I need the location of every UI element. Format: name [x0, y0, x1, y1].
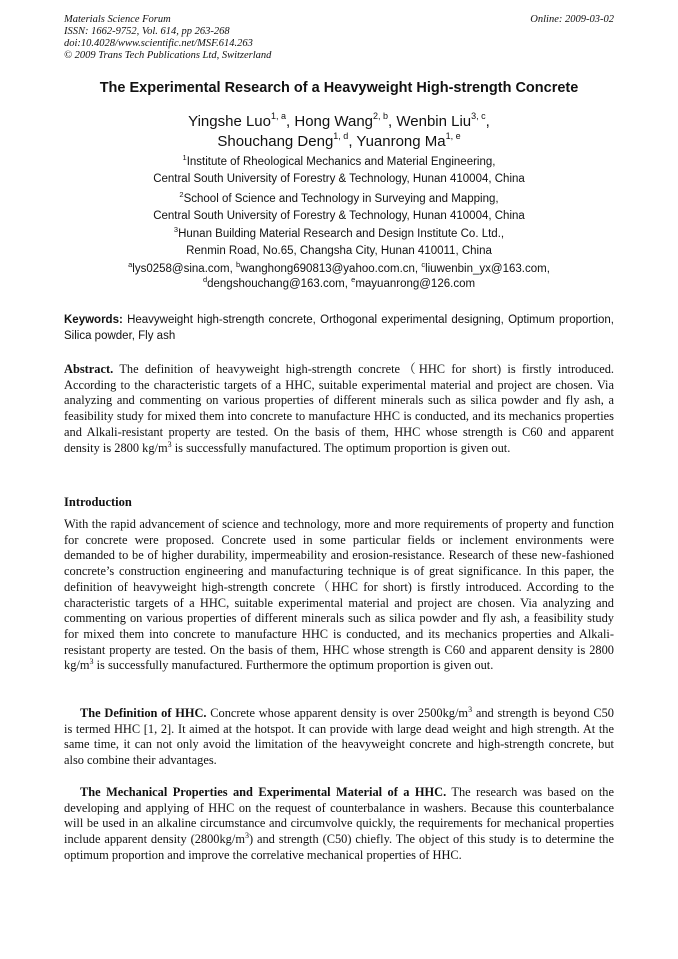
affiliation-1 [40, 154, 638, 188]
author-name: Wenbin Liu [396, 113, 472, 130]
email-sup: e [351, 275, 356, 284]
affiliation-line: School of Science and Technology in Surveying and Mapping, [183, 193, 499, 205]
email-address: lys0258@sina.com, [132, 263, 233, 275]
abstract [64, 362, 614, 456]
affiliation-line: Hunan Building Material Research and Design Institute Co. Ltd., [178, 228, 505, 240]
introduction-paragraph [64, 517, 614, 674]
author-sup: 3, c [471, 111, 486, 121]
email-address: mayuanrong@126.com [355, 278, 476, 290]
paragraph-lead: The Mechanical Properties and Experimental Material of a HHC. [80, 785, 447, 799]
email-sup: a [128, 260, 133, 269]
superscript: 3 [167, 439, 172, 449]
body-text: The research was based on the developing and applying of HHC on the request of counterbalance in washers. Because this counterbalance will be used in an alkaline circumstance and circumvolve quickly, the requirements for mechanical properties include apparent density (2800kg/m [64, 785, 614, 847]
body-text: With the rapid advancement of science and technology, more and more requirements of property and function for concrete were proposed. Concrete used in some particular fields or inclement environments were demanded to be of higher durability, impermeability and erosion-resistance. Research of these new-fashioned concrete’s construction engineering and manufacturing technique is of great significance. In this paper, the definition of heavyweight high-strength concrete（HHC for short) is firstly introduced. According to the characteristic targets of a HHC, suitable experimental material and project are chosen. Via analyzing and commenting on various properties of different minerals such as silica powder and fly ash, a feasibility study for mixed them into concrete to manufacture HHC is conducted, and its mechanics properties and Alkali-resistant property are tested. On the basis of them, HHC whose strength is C60 and apparent density is 2800 kg/m [64, 517, 614, 673]
email-address: wanghong690813@yahoo.com.cn, [240, 263, 419, 275]
body-text: and strength is beyond C50 is termed HHC [1, 2]. It aimed at the hotspot. It can provide with large dead weight and high strength. At the same time, it can not only avoid the limitation of the heavyweight concrete and high-strength concrete, but also combine their advantages. [64, 706, 614, 768]
author-sup: 2, b [373, 111, 389, 121]
mechanical-paragraph [64, 785, 614, 864]
paper-title: The Experimental Research of a Heavyweight High-strength Concrete [99, 80, 579, 96]
definition-paragraph [64, 706, 614, 769]
email-address: dengshouchang@163.com, [207, 278, 348, 290]
abstract-text: The definition of heavyweight high-strength concrete（HHC for short) is firstly introduced. According to the characteristic targets of a HHC, suitable experimental material and project are chosen. Via analyzing and commenting on various properties of different minerals such as silica powder and fly ash, a feasibility study for mixed them into concrete to manufacture HHC is conducted, and its mechanics properties and Alkali-resistant property are tested. On the basis of them, HHC whose strength is C60 and apparent density is 2800 kg/m [64, 362, 614, 455]
author-name: Shouchang Deng [217, 133, 334, 150]
superscript: 3 [468, 705, 473, 714]
email-sup: d [202, 275, 208, 284]
keywords-text: Heavyweight high-strength concrete, Orthogonal experimental designing, Optimum proportion, Silica powder, Fly ash [64, 314, 614, 342]
superscript: 3 [244, 831, 249, 841]
author-sup: 1, d [333, 131, 349, 141]
affiliation-3 [40, 226, 638, 260]
abstract-text: is successfully manufactured. The optimum proportion is given out. [171, 440, 511, 455]
body-text: is successfully manufactured. Furthermore the optimum proportion is given out. [93, 658, 494, 673]
affiliation-2 [40, 191, 638, 225]
affiliation-sup: 1 [182, 153, 187, 162]
affiliation-line: Central South University of Forestry & Technology, Hunan 410004, China [153, 210, 525, 222]
affiliation-sup: 3 [173, 225, 179, 234]
copyright-line: © 2009 Trans Tech Publications Ltd, Switzerland [64, 50, 272, 61]
online-date: Online: 2009-03-02 [530, 14, 614, 25]
author-name: Yingshe Luo [188, 113, 271, 130]
superscript: 3 [89, 657, 94, 667]
author-list: Yingshe Luo$^{1, a}$, Hong Wang$^{2, b}$, Wenbin Liu$^{3, c}$, Shouchang Deng$^{1, d}$, Yuanrong Ma$^{1, e}$ [188, 111, 490, 150]
author-sup: 1, a [271, 111, 287, 121]
author-name: Yuanrong Ma [356, 133, 446, 150]
affiliation-line: Institute of Rheological Mechanics and Material Engineering, [186, 156, 496, 168]
affiliation-sup: 2 [179, 190, 184, 199]
body-text: ) and strength (C50) chiefly. The object of this study is to determine the optimum proportion and improve the correlative mechanical properties of HHC. [64, 832, 614, 862]
affiliation-line: Central South University of Forestry & Technology, Hunan 410004, China [153, 173, 525, 185]
journal-name: Materials Science Forum [64, 14, 171, 25]
author-name: Hong Wang [294, 113, 374, 130]
issn-line: ISSN: 1662-9752, Vol. 614, pp 263-268 [64, 26, 230, 37]
keywords-label: Keywords: [64, 314, 123, 326]
author-emails [40, 262, 638, 292]
abstract-label: Abstract. [64, 362, 114, 376]
email-sup: b [236, 260, 241, 269]
affiliation-line: Renmin Road, No.65, Changsha City, Hunan 410011, China [186, 245, 492, 257]
email-sup: c [421, 260, 426, 269]
paragraph-lead: The Definition of HHC. [80, 706, 207, 720]
keywords [64, 312, 614, 344]
journal-header [64, 14, 271, 62]
doi-line: doi:10.4028/www.scientific.net/MSF.614.263 [64, 38, 253, 49]
section-heading: Introduction [64, 495, 132, 509]
body-text: Concrete whose apparent density is over 2500kg/m [206, 706, 469, 720]
author-sup: 1, e [445, 131, 461, 141]
email-address: liuwenbin_yx@163.com, [425, 263, 550, 275]
